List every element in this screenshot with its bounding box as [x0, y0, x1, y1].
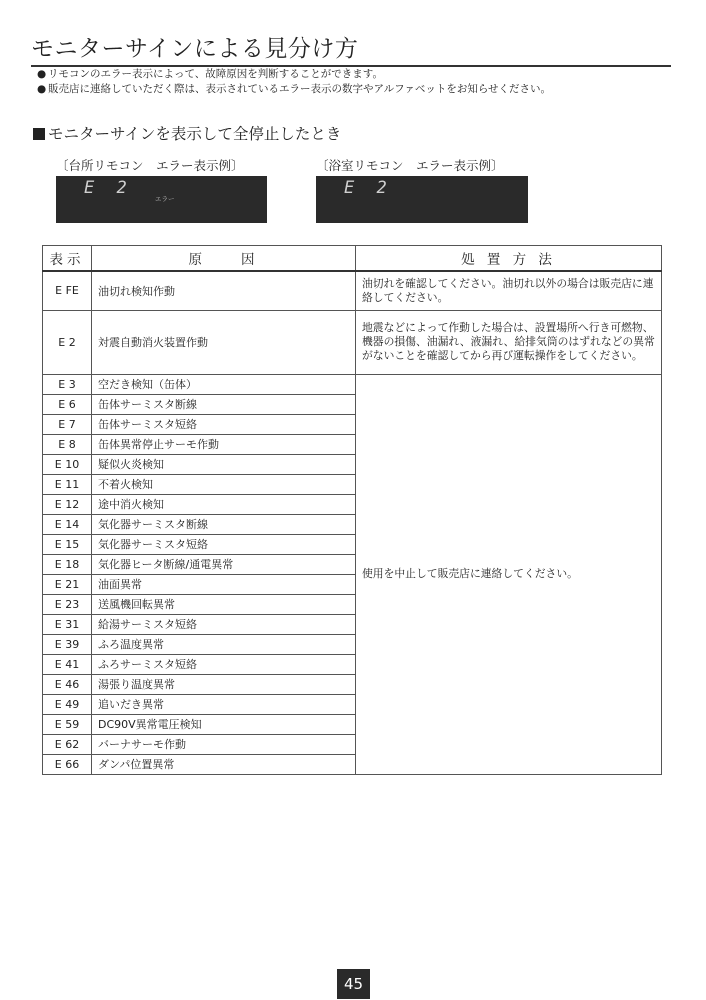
error-code: E 46 [43, 674, 92, 694]
table-row [43, 310, 662, 374]
error-cause: 気化器サーミスタ短絡 [92, 534, 356, 554]
error-cause: 気化器サーミスタ断線 [92, 514, 356, 534]
error-cause: 油面異常 [92, 574, 356, 594]
error-cause: 不着火検知 [92, 474, 356, 494]
header-remedy: 処 置 方 法 [356, 246, 662, 272]
error-code: E 6 [43, 394, 92, 414]
bath-error-code: E 2 [344, 178, 393, 198]
square-bullet-icon [33, 128, 45, 140]
error-code: E 49 [43, 694, 92, 714]
error-code: E FE [43, 271, 92, 310]
error-cause: 気化器ヒータ断線/通電異常 [92, 554, 356, 574]
error-code: E 66 [43, 754, 92, 774]
error-code: E 14 [43, 514, 92, 534]
error-cause: 給湯サーミスタ短絡 [92, 614, 356, 634]
error-cause: 缶体サーミスタ断線 [92, 394, 356, 414]
error-cause: DC90V異常電圧検知 [92, 714, 356, 734]
bullet-item: ● 販売店に連絡していただく際は、表示されているエラー表示の数字やアルファベットをお知らせください。 [37, 83, 552, 95]
bullet-icon: ● [37, 83, 47, 95]
kitchen-error-sublabel: エラー [155, 195, 175, 203]
error-code: E 11 [43, 474, 92, 494]
shared-remedy: 使用を中止して販売店に連絡してください。 [356, 374, 662, 774]
error-cause: 途中消火検知 [92, 494, 356, 514]
error-code: E 39 [43, 634, 92, 654]
error-code: E 62 [43, 734, 92, 754]
error-code: E 12 [43, 494, 92, 514]
bullet-icon: ● [37, 68, 47, 80]
kitchen-remote-display [56, 176, 267, 223]
error-cause: 追いだき異常 [92, 694, 356, 714]
table-row [43, 374, 662, 394]
page-number: 45 [337, 969, 370, 999]
error-code: E 7 [43, 414, 92, 434]
error-code-table [42, 245, 662, 775]
page-title: モニターサインによる見分け方 [31, 30, 671, 67]
error-code: E 3 [43, 374, 92, 394]
bullet-item: ● リモコンのエラー表示によって、故障原因を判断することができます。 [37, 68, 383, 80]
error-cause: ふろサーミスタ短絡 [92, 654, 356, 674]
error-cause: 湯張り温度異常 [92, 674, 356, 694]
error-code: E 15 [43, 534, 92, 554]
error-cause: 疑似火炎検知 [92, 454, 356, 474]
kitchen-error-code: E 2 [84, 178, 133, 198]
error-code-rows [43, 271, 662, 774]
error-cause: 空だき検知（缶体） [92, 374, 356, 394]
header-code: 表示 [43, 246, 92, 272]
error-code: E 18 [43, 554, 92, 574]
error-code: E 41 [43, 654, 92, 674]
error-remedy: 地震などによって作動した場合は、設置場所へ行き可燃物、機器の損傷、油漏れ、液漏れ、給排気筒のはずれなどの異常がないことを確認してから再び運転操作をしてください。 [356, 310, 662, 374]
error-code: E 31 [43, 614, 92, 634]
error-code: E 21 [43, 574, 92, 594]
error-cause: 缶体異常停止サーモ作動 [92, 434, 356, 454]
error-cause: 対震自動消火装置作動 [92, 310, 356, 374]
error-code: E 59 [43, 714, 92, 734]
error-code: E 8 [43, 434, 92, 454]
error-cause: バーナサーモ作動 [92, 734, 356, 754]
bath-remote-label: 〔浴室リモコン エラー表示例〕 [316, 158, 504, 173]
error-remedy: 油切れを確認してください。油切れ以外の場合は販売店に連絡してください。 [356, 271, 662, 310]
error-code: E 2 [43, 310, 92, 374]
kitchen-remote-label: 〔台所リモコン エラー表示例〕 [56, 158, 244, 173]
bath-remote-display [316, 176, 528, 223]
table-row [43, 271, 662, 310]
error-cause: 送風機回転異常 [92, 594, 356, 614]
error-code: E 10 [43, 454, 92, 474]
intro-bullets [37, 67, 551, 97]
error-cause: ふろ温度異常 [92, 634, 356, 654]
error-cause: ダンパ位置異常 [92, 754, 356, 774]
error-cause: 油切れ検知作動 [92, 271, 356, 310]
header-cause: 原 因 [92, 246, 356, 272]
error-code: E 23 [43, 594, 92, 614]
error-cause: 缶体サーミスタ短絡 [92, 414, 356, 434]
section-heading: モニターサインを表示して全停止したとき [33, 122, 341, 144]
